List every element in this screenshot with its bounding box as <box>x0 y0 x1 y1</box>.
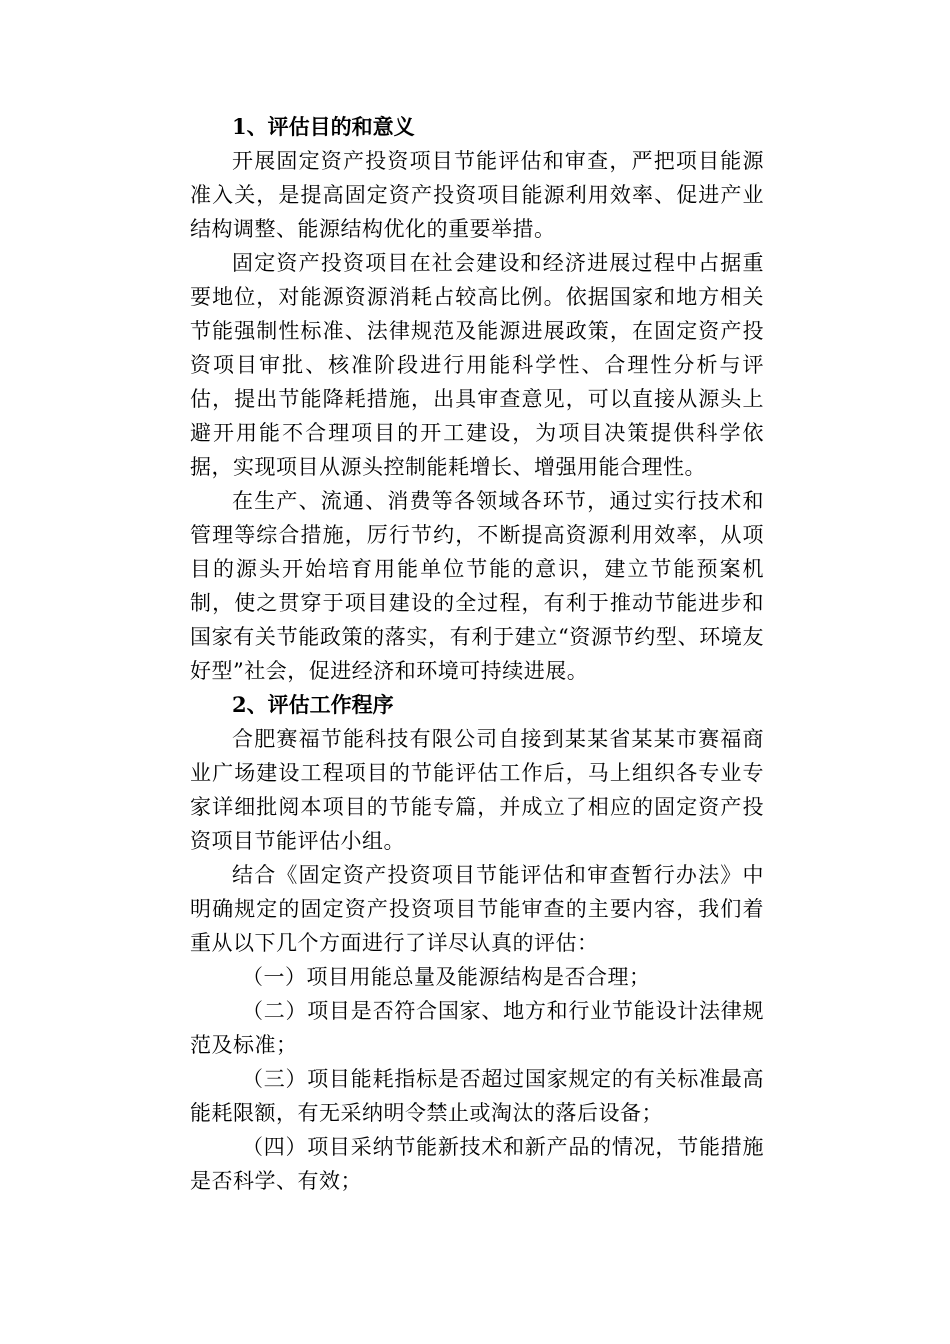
document-body <box>190 110 764 1198</box>
list-item-3: （三）项目能耗指标是否超过国家规定的有关标准最高能耗限额，有无采纳明令禁止或淘汰的落后设备； <box>190 1067 764 1125</box>
paragraph-purpose-1: 开展固定资产投资项目节能评估和审查，严把项目能源准入关，是提高固定资产投资项目能源利用效率、促进产业结构调整、能源结构优化的重要举措。 <box>190 149 764 241</box>
list-item-2: （二）项目是否符合国家、地方和行业节能设计法律规范及标准； <box>190 999 764 1057</box>
paragraph-purpose-3: 在生产、流通、消费等各领域各环节，通过实行技术和管理等综合措施，厉行节约，不断提高资源利用效率，从项目的源头开始培育用能单位节能的意识，建立节能预案机制，使之贯穿于项目建设的全过程，有利于推动节能进步和国家有关节能政策的落实，有利于建立“资源节约型、环境友好型”社会，促进经济和环境可持续进展。 <box>190 489 764 683</box>
section-heading-purpose: 1、评估目的和意义 <box>232 114 415 139</box>
section-heading-procedure: 2、评估工作程序 <box>232 692 394 717</box>
list-item-1: （一）项目用能总量及能源结构是否合理； <box>242 965 651 989</box>
list-item-4: （四）项目采纳节能新技术和新产品的情况，节能措施是否科学、有效； <box>190 1135 764 1193</box>
paragraph-purpose-2: 固定资产投资项目在社会建设和经济进展过程中占据重要地位，对能源资源消耗占较高比例。依据国家和地方相关节能强制性标准、法律规范及能源进展政策，在固定资产投资项目审批、核准阶段进行用能科学性、合理性分析与评估，提出节能降耗措施，出具审查意见，可以直接从源头上避开用能不合理项目的开工建设，为项目决策提供科学依据，实现项目从源头控制能耗增长、增强用能合理性。 <box>190 251 764 479</box>
paragraph-procedure-2: 结合《固定资产投资项目节能评估和审查暂行办法》中明确规定的固定资产投资项目节能审查的主要内容，我们着重从以下几个方面进行了详尽认真的评估： <box>190 863 764 955</box>
paragraph-procedure-1: 合肥赛福节能科技有限公司自接到某某省某某市赛福商业广场建设工程项目的节能评估工作后，马上组织各专业专家详细批阅本项目的节能专篇，并成立了相应的固定资产投资项目节能评估小组。 <box>190 727 764 853</box>
